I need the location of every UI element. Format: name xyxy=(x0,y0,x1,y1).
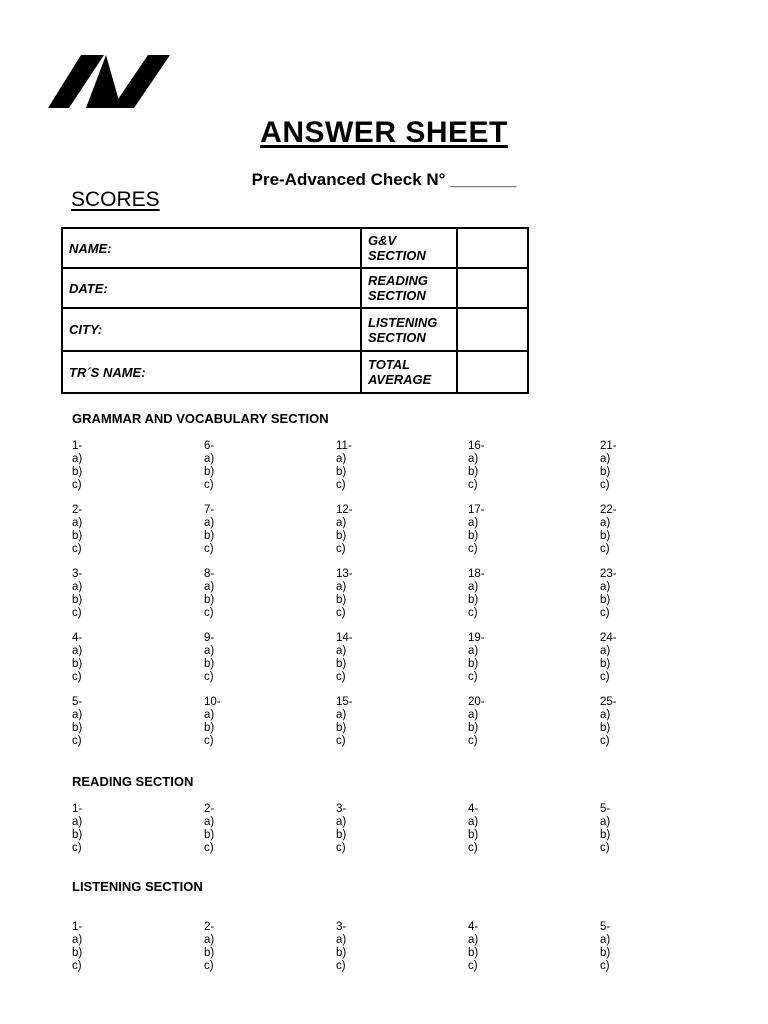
question-item xyxy=(72,440,204,504)
question-item xyxy=(336,803,468,867)
question-number: 25- xyxy=(600,696,617,708)
answer-option[interactable]: a) xyxy=(204,517,215,529)
question-item xyxy=(72,504,204,568)
answer-option[interactable]: c) xyxy=(336,671,346,683)
question-number: 13- xyxy=(336,568,353,580)
question-item xyxy=(204,504,336,568)
listening-section-label: LISTENING SECTION xyxy=(361,308,457,351)
answer-option[interactable]: c) xyxy=(72,607,82,619)
question-item xyxy=(204,440,336,504)
question-item xyxy=(600,921,732,985)
answer-option[interactable]: c) xyxy=(72,960,82,972)
total-average-box[interactable] xyxy=(457,351,528,393)
question-row xyxy=(72,803,732,867)
answer-option[interactable]: c) xyxy=(468,607,478,619)
answer-option[interactable]: a) xyxy=(204,934,215,946)
answer-option[interactable]: c) xyxy=(468,671,478,683)
answer-option[interactable]: b) xyxy=(468,658,479,670)
question-number: 2- xyxy=(204,921,215,933)
answer-option[interactable]: c) xyxy=(600,671,610,683)
answer-option[interactable]: b) xyxy=(204,658,215,670)
answer-option[interactable]: a) xyxy=(336,645,347,657)
info-row xyxy=(62,351,528,393)
logo-icon xyxy=(48,55,172,113)
question-item xyxy=(468,504,600,568)
question-number: 3- xyxy=(72,568,83,580)
question-number: 20- xyxy=(468,696,485,708)
info-row xyxy=(62,268,528,308)
question-item xyxy=(204,632,336,696)
question-row xyxy=(72,504,732,568)
reading-section-title: READING SECTION xyxy=(72,774,194,789)
question-item xyxy=(72,632,204,696)
answer-option[interactable]: a) xyxy=(72,645,83,657)
answer-option[interactable]: c) xyxy=(204,479,214,491)
page-title: ANSWER SHEET xyxy=(260,116,508,149)
answer-option[interactable]: a) xyxy=(600,709,611,721)
question-item xyxy=(600,440,732,504)
answer-option[interactable]: a) xyxy=(600,645,611,657)
question-number: 4- xyxy=(468,921,479,933)
question-number: 14- xyxy=(336,632,353,644)
question-number: 7- xyxy=(204,504,215,516)
question-number: 18- xyxy=(468,568,485,580)
answer-option[interactable]: a) xyxy=(204,581,215,593)
listening-score-box[interactable] xyxy=(457,308,528,351)
answer-option[interactable]: a) xyxy=(72,709,83,721)
reading-section-label: READING SECTION xyxy=(361,268,457,308)
answer-option[interactable]: c) xyxy=(204,842,214,854)
question-item xyxy=(336,632,468,696)
answer-option[interactable]: a) xyxy=(600,934,611,946)
info-table xyxy=(61,227,529,394)
question-number: 10- xyxy=(204,696,221,708)
question-number: 4- xyxy=(72,632,83,644)
answer-option[interactable]: c) xyxy=(72,671,82,683)
answer-option[interactable]: a) xyxy=(468,453,479,465)
answer-option[interactable]: b) xyxy=(72,947,83,959)
question-item xyxy=(72,803,204,867)
question-number: 5- xyxy=(600,803,611,815)
question-item xyxy=(600,568,732,632)
question-item xyxy=(204,921,336,985)
answer-option[interactable]: c) xyxy=(600,735,610,747)
answer-option[interactable]: c) xyxy=(72,543,82,555)
answer-option[interactable]: c) xyxy=(600,960,610,972)
question-item xyxy=(600,632,732,696)
question-item xyxy=(468,696,600,760)
answer-option[interactable]: a) xyxy=(72,581,83,593)
question-number: 21- xyxy=(600,440,617,452)
question-item xyxy=(204,568,336,632)
answer-option[interactable]: b) xyxy=(204,947,215,959)
answer-option[interactable]: a) xyxy=(336,816,347,828)
answer-option[interactable]: b) xyxy=(72,658,83,670)
answer-option[interactable]: a) xyxy=(600,816,611,828)
question-number: 12- xyxy=(336,504,353,516)
answer-option[interactable]: a) xyxy=(468,816,479,828)
answer-option[interactable]: c) xyxy=(468,842,478,854)
answer-option[interactable]: a) xyxy=(72,934,83,946)
question-item xyxy=(72,921,204,985)
grammar-questions xyxy=(72,440,732,760)
answer-option[interactable]: b) xyxy=(468,947,479,959)
answer-option[interactable]: c) xyxy=(336,607,346,619)
answer-option[interactable]: a) xyxy=(336,581,347,593)
scores-label: SCORES xyxy=(71,188,160,211)
question-number: 5- xyxy=(600,921,611,933)
question-number: 5- xyxy=(72,696,83,708)
answer-option[interactable]: b) xyxy=(336,829,347,841)
question-number: 15- xyxy=(336,696,353,708)
answer-option[interactable]: b) xyxy=(204,594,215,606)
answer-option[interactable]: c) xyxy=(204,735,214,747)
answer-option[interactable]: c) xyxy=(600,842,610,854)
answer-option[interactable]: a) xyxy=(336,517,347,529)
answer-option[interactable]: c) xyxy=(72,735,82,747)
answer-option[interactable]: b) xyxy=(468,594,479,606)
question-item xyxy=(468,803,600,867)
info-row xyxy=(62,228,528,268)
question-number: 1- xyxy=(72,440,83,452)
answer-option[interactable]: b) xyxy=(336,658,347,670)
question-item xyxy=(600,696,732,760)
question-number: 3- xyxy=(336,921,347,933)
answer-option[interactable]: b) xyxy=(600,466,611,478)
answer-option[interactable]: b) xyxy=(204,466,215,478)
answer-option[interactable]: b) xyxy=(204,829,215,841)
question-number: 2- xyxy=(72,504,83,516)
question-row xyxy=(72,921,732,985)
answer-option[interactable]: b) xyxy=(72,829,83,841)
answer-option[interactable]: a) xyxy=(204,645,215,657)
answer-option[interactable]: a) xyxy=(468,709,479,721)
question-item xyxy=(336,921,468,985)
question-item xyxy=(204,803,336,867)
answer-option[interactable]: a) xyxy=(72,517,83,529)
question-number: 22- xyxy=(600,504,617,516)
answer-option[interactable]: b) xyxy=(468,829,479,841)
question-item xyxy=(468,440,600,504)
answer-option[interactable]: b) xyxy=(204,530,215,542)
teacher-name-field[interactable]: TR´S NAME: xyxy=(62,351,361,393)
question-item xyxy=(336,696,468,760)
name-field[interactable]: NAME: xyxy=(62,228,361,268)
answer-option[interactable]: b) xyxy=(468,530,479,542)
answer-option[interactable]: c) xyxy=(468,543,478,555)
city-field[interactable]: CITY: xyxy=(62,308,361,351)
answer-option[interactable]: a) xyxy=(468,581,479,593)
question-item xyxy=(600,504,732,568)
answer-option[interactable]: c) xyxy=(204,607,214,619)
question-number: 11- xyxy=(336,440,352,452)
answer-option[interactable]: b) xyxy=(336,722,347,734)
answer-option[interactable]: a) xyxy=(72,453,83,465)
gv-score-box[interactable] xyxy=(457,228,528,268)
answer-option[interactable]: b) xyxy=(468,466,479,478)
question-number: 16- xyxy=(468,440,485,452)
question-item xyxy=(600,803,732,867)
total-average-label: TOTAL AVERAGE xyxy=(361,351,457,393)
answer-option[interactable]: a) xyxy=(468,645,479,657)
question-item xyxy=(72,696,204,760)
info-row xyxy=(62,308,528,351)
answer-option[interactable]: c) xyxy=(600,543,610,555)
answer-option[interactable]: c) xyxy=(72,842,82,854)
question-item xyxy=(468,568,600,632)
question-number: 4- xyxy=(468,803,479,815)
question-number: 23- xyxy=(600,568,617,580)
question-row xyxy=(72,632,732,696)
question-row xyxy=(72,696,732,760)
answer-option[interactable]: a) xyxy=(468,934,479,946)
question-row xyxy=(72,440,732,504)
answer-option[interactable]: a) xyxy=(600,581,611,593)
question-number: 9- xyxy=(204,632,215,644)
answer-option[interactable]: c) xyxy=(336,735,346,747)
answer-option[interactable]: a) xyxy=(204,709,215,721)
date-field[interactable]: DATE: xyxy=(62,268,361,308)
answer-option[interactable]: a) xyxy=(72,816,83,828)
listening-section-title: LISTENING SECTION xyxy=(72,879,203,894)
question-row xyxy=(72,568,732,632)
question-number: 1- xyxy=(72,921,83,933)
answer-option[interactable]: a) xyxy=(600,517,611,529)
question-number: 2- xyxy=(204,803,215,815)
answer-option[interactable]: b) xyxy=(600,947,611,959)
answer-option[interactable]: b) xyxy=(336,466,347,478)
check-number-label: Pre-Advanced Check N° _______ xyxy=(251,170,517,189)
question-number: 8- xyxy=(204,568,215,580)
answer-option[interactable]: c) xyxy=(336,960,346,972)
reading-score-box[interactable] xyxy=(457,268,528,308)
answer-option[interactable]: b) xyxy=(468,722,479,734)
answer-option[interactable]: a) xyxy=(336,453,347,465)
answer-option[interactable]: a) xyxy=(336,934,347,946)
question-item xyxy=(468,921,600,985)
answer-option[interactable]: b) xyxy=(600,530,611,542)
answer-option[interactable]: b) xyxy=(600,722,611,734)
answer-option[interactable]: c) xyxy=(600,607,610,619)
answer-option[interactable]: a) xyxy=(468,517,479,529)
question-number: 1- xyxy=(72,803,83,815)
answer-option[interactable]: c) xyxy=(336,479,346,491)
question-item xyxy=(72,568,204,632)
question-item xyxy=(204,696,336,760)
answer-option[interactable]: b) xyxy=(72,594,83,606)
question-item xyxy=(468,632,600,696)
answer-option[interactable]: c) xyxy=(600,479,610,491)
question-number: 24- xyxy=(600,632,617,644)
question-item xyxy=(336,440,468,504)
answer-option[interactable]: b) xyxy=(336,947,347,959)
grammar-section-title: GRAMMAR AND VOCABULARY SECTION xyxy=(72,411,329,426)
answer-option[interactable]: b) xyxy=(600,658,611,670)
answer-option[interactable]: b) xyxy=(204,722,215,734)
answer-option[interactable]: b) xyxy=(600,829,611,841)
answer-option[interactable]: b) xyxy=(72,722,83,734)
answer-option[interactable]: b) xyxy=(600,594,611,606)
answer-option[interactable]: b) xyxy=(336,530,347,542)
question-number: 6- xyxy=(204,440,215,452)
answer-option[interactable]: a) xyxy=(336,709,347,721)
listening-questions xyxy=(72,921,732,985)
answer-option[interactable]: c) xyxy=(468,735,478,747)
reading-questions xyxy=(72,803,732,867)
answer-option[interactable]: a) xyxy=(204,453,215,465)
answer-option[interactable]: c) xyxy=(336,842,346,854)
question-item xyxy=(336,504,468,568)
answer-option[interactable]: c) xyxy=(204,543,214,555)
gv-section-label: G&V SECTION xyxy=(361,228,457,268)
question-number: 19- xyxy=(468,632,485,644)
answer-option[interactable]: c) xyxy=(336,543,346,555)
answer-option[interactable]: c) xyxy=(468,479,478,491)
answer-option[interactable]: c) xyxy=(204,671,214,683)
answer-option[interactable]: c) xyxy=(204,960,214,972)
answer-option[interactable]: a) xyxy=(600,453,611,465)
answer-option[interactable]: a) xyxy=(204,816,215,828)
question-item xyxy=(336,568,468,632)
answer-option[interactable]: b) xyxy=(336,594,347,606)
answer-option[interactable]: c) xyxy=(72,479,82,491)
question-number: 17- xyxy=(468,504,485,516)
answer-option[interactable]: c) xyxy=(468,960,478,972)
question-number: 3- xyxy=(336,803,347,815)
answer-option[interactable]: b) xyxy=(72,530,83,542)
answer-option[interactable]: b) xyxy=(72,466,83,478)
